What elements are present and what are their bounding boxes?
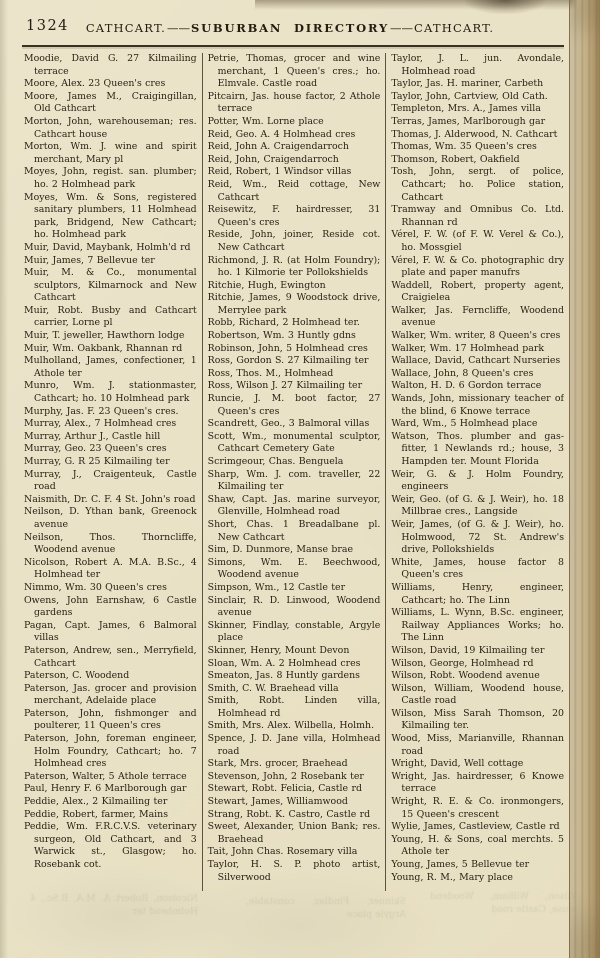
directory-column-1 (24, 53, 202, 899)
directory-entry: Moodie, David G. 27 Kilmailing terrace (24, 53, 197, 77)
directory-entry: Runcie, J. M. boot factor, 27 Queen's cres (207, 393, 381, 417)
directory-entry: Skinner, Findlay, constable, Argyle place (207, 619, 381, 644)
directory-entry: Robinson, John, 5 Holmhead cres (207, 342, 368, 354)
directory-entry: Nicolson, Robert A. M.A. B.Sc., 4 Holmhead ter (24, 556, 197, 581)
directory-entry: Smeaton, Jas. 8 Huntly gardens (207, 670, 360, 682)
directory-entry: Wilson, David, 19 Kilmailing ter (391, 644, 545, 656)
directory-entry: Walker, Wm. writer, 8 Queen's cres (391, 330, 561, 342)
directory-entry: Paterson, C. Woodend (24, 670, 130, 682)
header-rule (22, 45, 564, 47)
directory-entry: Muir, Robt. Busby and Cathcart carrier, Lorne pl (24, 304, 197, 329)
directory-entry: Morton, Wm. J. wine and spirit merchant, Mary pl (24, 141, 197, 165)
directory-entry: Walker, Jas. Ferncliffe, Woodend avenue (391, 304, 564, 329)
directory-entry: Neilson, Thos. Thorncliffe, Woodend avenue (24, 531, 197, 556)
directory-entry: Pitcairn, Jas. house factor, 2 Athole terrace (207, 90, 381, 115)
directory-entry: Stark, Mrs. grocer, Braehead (207, 758, 348, 770)
directory-entry: Weir, Geo. (of G. & J. Weir), ho. 18 Millbrae cres., Langside (391, 493, 564, 518)
directory-entry: Morton, John, warehouseman; res. Cathcart house (24, 115, 197, 140)
directory-entry: Wallace, David, Cathcart Nurseries (391, 355, 561, 367)
directory-entry: Stewart, Robt. Felicia, Castle rd (207, 783, 362, 795)
directory-entry: Stewart, James, Williamwood (207, 796, 348, 808)
directory-entry: Scrimgeour, Chas. Benguela (207, 456, 344, 467)
directory-columns (24, 53, 564, 899)
directory-entry: Vérel, F. W. & Co. photographic dry plate and paper manufrs (391, 254, 564, 279)
directory-entry: Wands, John, missionary teacher of the blind, 6 Knowe terrace (391, 393, 564, 417)
directory-entry: Paterson, Walter, 5 Athole terrace (24, 770, 187, 782)
directory-entry: Tramway and Omnibus Co. Ltd. Rhannan rd (391, 204, 564, 228)
directory-entry: Tait, John Chas. Rosemary villa (207, 846, 358, 858)
directory-entry: Reisewitz, F. hairdresser, 31 Queen's cres (207, 204, 381, 228)
title-dash-right: —— (390, 21, 413, 35)
directory-entry: Simons, Wm. E. Beechwood, Woodend avenue (207, 556, 381, 581)
directory-entry: Strang, Robt. K. Castro, Castle rd (207, 808, 371, 820)
directory-entry: Thomson, Robert, Oakfield (391, 153, 520, 165)
directory-entry: Short, Chas. 1 Breadalbane pl. New Cathcart (207, 518, 381, 543)
directory-entry: Terras, James, Marlborough gar (391, 115, 546, 127)
directory-entry: Tosh, John, sergt. of police, Cathcart; ho. Police station, Cathcart (391, 166, 564, 203)
directory-entry: Sinclair, R. D. Linwood, Woodend avenue (207, 594, 381, 619)
directory-entry: Young, R. M., Mary place (391, 871, 513, 883)
directory-entry: Taylor, J. L. jun. Avondale, Holmhead road (391, 53, 564, 77)
running-title-center: SUBURBAN DIRECTORY (190, 21, 389, 35)
directory-entry: Ward, Wm., 5 Holmhead place (391, 418, 538, 430)
directory-entry: Moyes, Wm. & Sons, registered sanitary plumbers, 11 Holmhead park, Bridgend, New Cathcart; ho. Holmhead park (24, 191, 197, 241)
directory-entry: Taylor, Jas. H. mariner, Carbeth (391, 78, 544, 90)
directory-entry: Paterson, Jas. grocer and provision merchant, Adelaide place (24, 682, 197, 707)
directory-column-3 (386, 53, 564, 899)
running-title-right: CATHCART. (414, 21, 495, 35)
directory-entry: Petrie, Thomas, grocer and wine merchant, 1 Queen's cres.; ho. Elmvale. Castle road (207, 53, 381, 90)
directory-entry: Simpson, Wm., 12 Castle ter (207, 581, 346, 593)
directory-entry: Thomas, J. Alderwood, N. Cathcart (391, 128, 558, 140)
directory-entry: Weir, G. & J. Holm Foundry, engineers (391, 468, 564, 493)
directory-entry: Pagan, Capt. James, 6 Balmoral villas (24, 619, 197, 644)
directory-entry: Murray, Alex., 7 Holmhead cres (24, 418, 177, 430)
directory-entry: Vérel, F. W. (of F. W. Verel & Co.), ho. Mossgiel (391, 229, 564, 253)
directory-entry: Murray, Geo. 23 Queen's cres (24, 443, 167, 455)
directory-entry: Thomas, Wm. 35 Queen's cres (391, 141, 537, 153)
directory-entry: Stevenson, John, 2 Rosebank ter (207, 770, 364, 782)
title-dash-left: —— (166, 21, 190, 35)
directory-entry: Wilson, Robt. Woodend avenue (391, 670, 540, 682)
directory-entry: Murray, G. R 25 Kilmailing ter (24, 456, 170, 467)
directory-entry: Muir, T. jeweller, Hawthorn lodge (24, 330, 185, 342)
directory-entry: Mulholland, James, confectioner, 1 Athole ter (24, 355, 197, 379)
directory-entry: Scandrett, Geo., 3 Balmoral villas (207, 418, 370, 430)
directory-entry: Moore, Alex. 23 Queen's cres (24, 78, 166, 90)
directory-entry: Moyes, John, regist. san. plumber; ho. 2 Holmhead park (24, 166, 197, 190)
directory-entry: Sim, D. Dunmore, Manse brae (207, 544, 353, 556)
directory-entry: Paul, Henry F. 6 Marlborough gar (24, 783, 187, 795)
directory-entry: Potter, Wm. Lorne place (207, 115, 324, 127)
directory-entry: Ross, Gordon S. 27 Kilmailing ter (207, 355, 369, 367)
directory-entry: Wright, David, Well cottage (391, 758, 524, 770)
directory-entry: Peddie, Alex., 2 Kilmailing ter (24, 796, 168, 808)
directory-entry: Smith, C. W. Braehead villa (207, 682, 339, 694)
directory-entry: Paterson, Andrew, sen., Merryfield, Cathcart (24, 644, 197, 669)
page-bleed-ghost-text: Nicolson, Robert A. M.A. B.Sc., 4 Holmhead ter (30, 893, 198, 917)
book-page-edge (569, 0, 600, 958)
directory-entry: Naismith, Dr. C. F. 4 St. John's road (24, 493, 196, 505)
directory-entry: Murray, J., Craigenteuk, Castle road (24, 468, 197, 493)
scan-left-shadow (0, 0, 8, 958)
directory-entry: Walker, Wm. 17 Holmhead park (391, 342, 545, 354)
directory-entry: Wilson, William, Woodend house, Castle road (391, 682, 564, 707)
directory-entry: Templeton, Mrs. A., James villa (391, 103, 541, 115)
directory-entry: White, James, house factor 8 Queen's cres (391, 556, 564, 581)
scan-top-shadow-blob (465, 0, 545, 14)
directory-entry: Muir, Wm. Oakbank, Rhannan rd (24, 342, 183, 354)
running-title (40, 21, 540, 35)
directory-entry: Ross, Thos. M., Holmhead (207, 367, 334, 379)
directory-entry: Muir, M. & Co., monumental sculptors, Kilmarnock and New Cathcart (24, 267, 197, 304)
directory-entry: Smith, Mrs. Alex. Wilbella, Holmh. (207, 720, 375, 732)
directory-entry: Reid, Robert, 1 Windsor villas (207, 166, 352, 178)
directory-entry: Weir, James, (of G. & J. Weir), ho. Holmwood, 72 St. Andrew's drive, Pollokshields (391, 518, 564, 556)
directory-entry: Moore, James M., Craigingillan, Old Cathcart (24, 90, 197, 115)
directory-entry: Owens, John Earnshaw, 6 Castle gardens (24, 594, 197, 619)
directory-entry: Reid, Geo. A. 4 Holmhead cres (207, 128, 356, 140)
directory-entry: Neilson, D. Ythan bank, Greenock avenue (24, 506, 197, 530)
directory-entry: Reid, Wm., Reid cottage, New Cathcart (207, 178, 381, 203)
directory-entry: Wylie, James, Castleview, Castle rd (391, 821, 560, 833)
directory-entry: Muir, James, 7 Bellevue ter (24, 254, 155, 266)
directory-entry: Skinner, Henry, Mount Devon (207, 644, 350, 656)
page-number: 1324 (26, 18, 69, 34)
directory-entry: Smith, Robt. Linden villa, Holmhead rd (207, 695, 381, 719)
scan-top-shadow (255, 0, 600, 10)
directory-entry: Ritchie, James, 9 Woodstock drive, Merrylee park (207, 292, 381, 316)
directory-entry: Taylor, H. S. P. photo artist, Silverwood (207, 859, 381, 883)
directory-entry: Ross, Wilson J. 27 Kilmailing ter (207, 380, 363, 392)
directory-entry: Young, James, 5 Bellevue ter (391, 859, 530, 870)
page-bleed-ghost-text: Wilson, William, Woodend house, Castle road (430, 891, 580, 915)
page-bleed-ghost-text: Skinner, Findlay, constable, Argyle place (246, 896, 406, 920)
directory-entry: Peddie, Robert, farmer, Mains (24, 808, 169, 820)
directory-entry: Murphy, Jas. F. 23 Queen's cres. (24, 405, 179, 417)
directory-entry: Sloan, Wm. A. 2 Holmhead cres (207, 657, 361, 669)
directory-entry: Paterson, John, fishmonger and poulterer, 11 Queen's cres (24, 707, 197, 732)
directory-entry: Nimmo, Wm. 30 Queen's cres (24, 581, 167, 593)
directory-entry: Walton, H. D. 6 Gordon terrace (391, 380, 542, 392)
directory-entry: Robertson, Wm. 3 Huntly gdns (207, 330, 356, 342)
directory-entry: Shaw, Capt. Jas. marine surveyor, Glenville, Holmhead road (207, 493, 381, 518)
directory-entry: Watson, Thos. plumber and gas-fitter, 1 Newlands rd.; house, 3 Hampden ter. Mount Florida (391, 430, 564, 467)
running-title-left: CATHCART. (85, 21, 166, 35)
directory-entry: Sharp, Wm. J. com. traveller, 22 Kilmailing ter (207, 468, 381, 493)
directory-entry: Williams, Henry, engineer, Cathcart; ho. The Linn (391, 581, 564, 606)
directory-entry: Wilson, Miss Sarah Thomson, 20 Kilmailing ter. (391, 707, 564, 732)
directory-entry: Ritchie, Hugh, Ewington (207, 279, 326, 291)
directory-entry: Wright, R. E. & Co. ironmongers, 15 Queen's crescent (391, 796, 564, 820)
directory-entry: Waddell, Robert, property agent, Craigielea (391, 279, 564, 304)
directory-entry: Sweet, Alexander, Union Bank; res. Braehead (207, 821, 381, 845)
directory-entry: Reside, John, joiner, Reside cot. New Cathcart (207, 229, 381, 253)
directory-entry: Richmond, J. R. (at Holm Foundry); ho. 1 Kilmorie ter Pollokshields (207, 254, 381, 279)
directory-entry: Munro, Wm. J. stationmaster, Cathcart; ho. 10 Holmhead park (24, 380, 197, 405)
directory-entry: Wallace, John, 8 Queen's cres (391, 367, 534, 379)
directory-entry: Reid, John, Craigendarroch (207, 153, 339, 165)
directory-entry: Muir, David, Maybank, Holmh'd rd (24, 241, 191, 253)
directory-entry: Robb, Richard, 2 Holmhead ter. (207, 317, 360, 329)
directory-entry: Taylor, John, Cartview, Old Cath. (391, 90, 548, 102)
directory-entry: Paterson, John, foreman engineer, Holm Foundry, Cathcart; ho. 7 Holmhead cres (24, 733, 197, 770)
directory-entry: Murray, Arthur J., Castle hill (24, 430, 161, 442)
directory-entry: Peddie, Wm. F.R.C.V.S. veterinary surgeon, Old Cathcart, and 3 Warwick st., Glasgow; ho. Rosebank cot. (24, 821, 197, 870)
directory-entry: Wood, Miss, Marianville, Rhannan road (391, 733, 564, 757)
directory-entry: Reid, John A. Craigendarroch (207, 141, 349, 153)
directory-entry: Spence, J. D. Jane villa, Holmhead road (207, 733, 381, 757)
directory-entry: Wright, Jas. hairdresser, 6 Knowe terrace (391, 770, 564, 795)
directory-entry: Williams, L. Wynn, B.Sc. engineer, Railway Appliances Works; ho. The Linn (391, 607, 564, 644)
directory-entry: Wilson, George, Holmhead rd (391, 657, 534, 669)
directory-column-2 (203, 53, 386, 899)
directory-entry: Scott, Wm., monumental sculptor, Cathcart Cemetery Gate (207, 430, 381, 455)
directory-entry: Young, H. & Sons, coal merchts. 5 Athole ter (391, 833, 564, 858)
